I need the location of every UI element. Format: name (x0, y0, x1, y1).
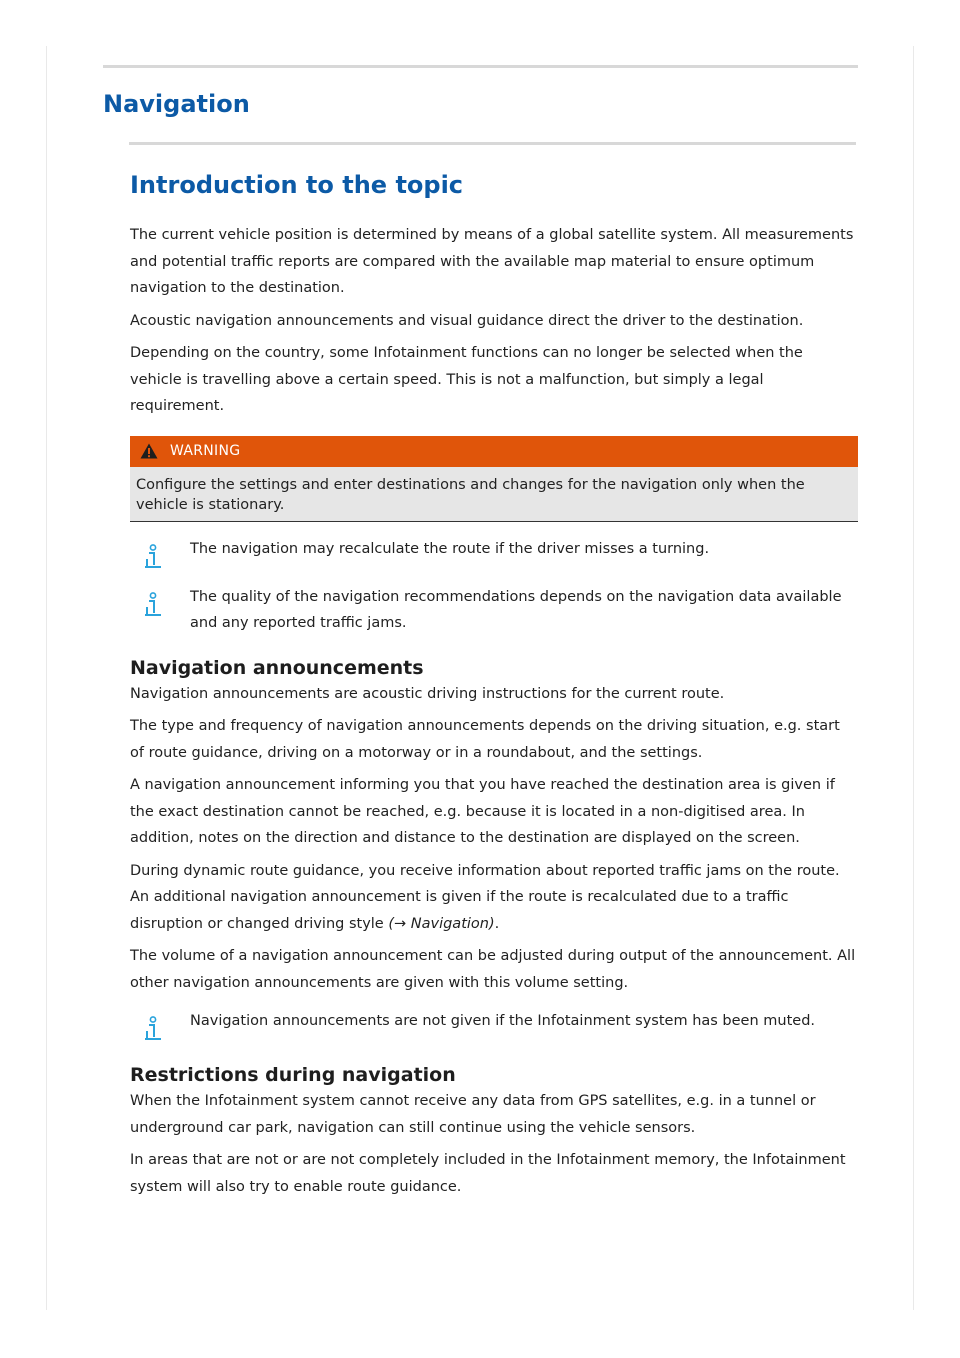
warning-label: WARNING (170, 443, 241, 459)
page-border-right (913, 46, 914, 1310)
intro-paragraph-2: Acoustic navigation announcements and visual guidance direct the driver to the destination. (130, 312, 804, 329)
dynamic-text: During dynamic route guidance, you receive information about reported traffic jams on the route. An additional navigation announcement is given if the route is recalculated due to a traffic disruption or changed driving style (130, 862, 840, 932)
note-2 (130, 584, 858, 637)
announcements-paragraph-3: A navigation announcement informing you that you have reached the destination area is given if the exact destination cannot be reached, e.g. because it is located in a non-digitised area. In addition, notes on the direction and distance to the destination are displayed on the screen. (130, 777, 835, 846)
announcements-heading: Navigation announcements (130, 656, 424, 679)
note-1 (130, 536, 858, 570)
intro-paragraph-3: Depending on the country, some Infotainment functions can no longer be selected when the vehicle is travelling above a certain speed. This is not a malfunction, but simply a legal requirement. (130, 345, 803, 414)
announcements-paragraph-1: Navigation announcements are acoustic driving instructions for the current route. (130, 685, 725, 702)
intro-paragraph-1: The current vehicle position is determined by means of a global satellite system. All measurements and potential traffic reports are compared with the available map material to ensure optimum navigation to the destination. (130, 227, 854, 296)
warning-header (130, 436, 858, 467)
navigation-cross-reference-link[interactable]: (→ Navigation) (388, 915, 495, 932)
warning-box (130, 436, 858, 522)
announcements-paragraph-5: The volume of a navigation announcement can be adjusted during output of the announcement. All other navigation announcements are given with this volume setting. (130, 948, 856, 991)
section-rule (129, 142, 856, 145)
info-icon (142, 584, 172, 618)
warning-triangle-icon (140, 443, 158, 459)
restrictions-paragraph-1: When the Infotainment system cannot receive any data from GPS satellites, e.g. in a tunnel or underground car park, navigation can still continue using the vehicle sensors. (130, 1093, 816, 1136)
restrictions-heading: Restrictions during navigation (130, 1064, 456, 1086)
section-title: Introduction to the topic (130, 171, 464, 199)
note-3-text: Navigation announcements are not given if the Infotainment system has been muted. (190, 1013, 816, 1029)
chapter-title: Navigation (103, 90, 250, 118)
page-border-left (46, 46, 47, 1310)
warning-text: Configure the settings and enter destinations and changes for the navigation only when the vehicle is stationary. (130, 467, 858, 522)
dynamic-end: . (494, 915, 500, 932)
note-1-text: The navigation may recalculate the route if the driver misses a turning. (190, 540, 710, 557)
restrictions-paragraph-2: In areas that are not or are not completely included in the Infotainment memory, the Infotainment system will also try to enable route guidance. (130, 1152, 846, 1195)
announcements-paragraph-2: The type and frequency of navigation announcements depends on the driving situation, e.g. start of route guidance, driving on a motorway or in a roundabout, and the settings. (130, 718, 840, 761)
note-3 (130, 1008, 858, 1042)
info-icon (142, 1008, 172, 1042)
announcements-paragraph-4 (130, 858, 858, 938)
info-icon (142, 536, 172, 570)
page-content (130, 168, 858, 1200)
chapter-rule (103, 65, 858, 68)
note-2-text: The quality of the navigation recommendations depends on the navigation data available and any reported traffic jams. (190, 588, 842, 631)
